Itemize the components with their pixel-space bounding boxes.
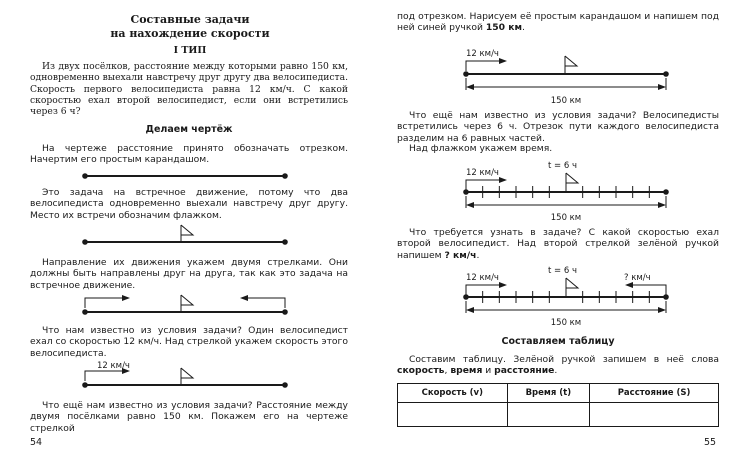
page-title: Составные задачи на нахождение скорости (110, 13, 270, 40)
paragraph-3: Направление их движения укажем двумя стрелками. Они должны быть направлены друг на друга, так как это задача на встречное движение. (30, 257, 348, 291)
paragraph-4: Что требуется узнать в задаче? С какой скоростью ехал второй велосипедист. Над второй стрелкой зелёной ручкой напишем ? км/ч. (397, 227, 719, 261)
section-heading-drawing: Делаем чертёж (145, 124, 233, 135)
data-table (397, 383, 719, 427)
diagram-unknown (0, 263, 750, 331)
page-number: 55 (704, 437, 717, 448)
distance-label: 150 км (550, 96, 582, 106)
distance-arrow-icon (466, 78, 666, 90)
paragraph-4: Что нам известно из условия задачи? Один велосипедист ехал со скоростью 12 км/ч. Над стрелкой укажем скорость этого велосипедиста. (30, 325, 348, 359)
diagram-speed (0, 361, 375, 392)
speed-label: 12 км/ч (466, 168, 499, 178)
distance-arrow-icon (466, 301, 666, 313)
table-cell (590, 403, 719, 427)
flag-icon (181, 368, 193, 385)
arrow-right-icon (466, 177, 507, 190)
unknown-speed-label: ? км/ч (624, 273, 651, 283)
table-row (398, 403, 719, 427)
flag-icon (565, 56, 577, 74)
header-distance: Расстояние (S) (590, 384, 719, 403)
speed-label: 12 км/ч (466, 49, 499, 59)
problem-text: Из двух посёлков, расстояние между которыми равно 150 км, одновременно выехали навстречу друг другу два велосипедиста. Скорость первого велосипедиста равна 12 км/ч. С какой скоростью ехал второй велосипедист, если они встретились через 6 ч? (30, 61, 349, 118)
distance-arrow-icon (466, 196, 666, 208)
paragraph-2: Это задача на встречное движение, потому что два велосипедиста одновременно выехали навстречу друг другу. Место их встречи обозначим флажком. (30, 187, 348, 221)
arrow-right-icon (466, 58, 507, 71)
arrow-left-icon (625, 282, 666, 295)
distance-label: 150 км (550, 318, 582, 328)
paragraph-1: под отрезком. Нарисуем её простым карандашом и напишем под ней синей ручкой 150 км. (397, 11, 719, 34)
speed-label: 12 км/ч (466, 273, 499, 283)
header-time: Время (t) (507, 384, 590, 403)
distance-label: 150 км (550, 213, 582, 223)
paragraph-5: Что ещё нам известно из условия задачи? Расстояние между двумя посёлками равно 150 км. Покажем его на чертеже стрелкой (30, 400, 348, 434)
section-heading-table: Составляем таблицу (501, 336, 615, 347)
header-speed: Скорость (v) (398, 384, 508, 403)
table-header-row (398, 384, 719, 403)
page-number: 54 (30, 437, 43, 448)
flag-icon (566, 173, 578, 192)
diagram-distance (0, 44, 750, 106)
time-label: t = 6 ч (548, 266, 577, 276)
time-label: t = 6 ч (548, 161, 577, 171)
paragraph-1: На чертеже расстояние принято обозначать отрезком. Начертим его простым карандашом. (30, 143, 348, 166)
paragraph-3: Над флажком укажем время. (409, 143, 553, 154)
paragraph-2: Что ещё нам известно из условия задачи? Велосипедисты встретились через 6 ч. Отрезок пути каждого велосипедиста разделим на 6 равных частей. (397, 110, 719, 144)
diagram-flag (0, 220, 375, 250)
diagram-time (0, 158, 750, 224)
flag-icon (181, 225, 193, 242)
type-heading: I ТИП (173, 45, 207, 56)
table-cell (398, 403, 508, 427)
table-cell (507, 403, 590, 427)
arrow-right-icon (466, 282, 507, 295)
speed-label: 12 км/ч (97, 361, 130, 371)
flag-icon (566, 278, 578, 297)
paragraph-5: Составим таблицу. Зелёной ручкой запишем в неё слова скорость, время и расстояние. (397, 354, 719, 377)
